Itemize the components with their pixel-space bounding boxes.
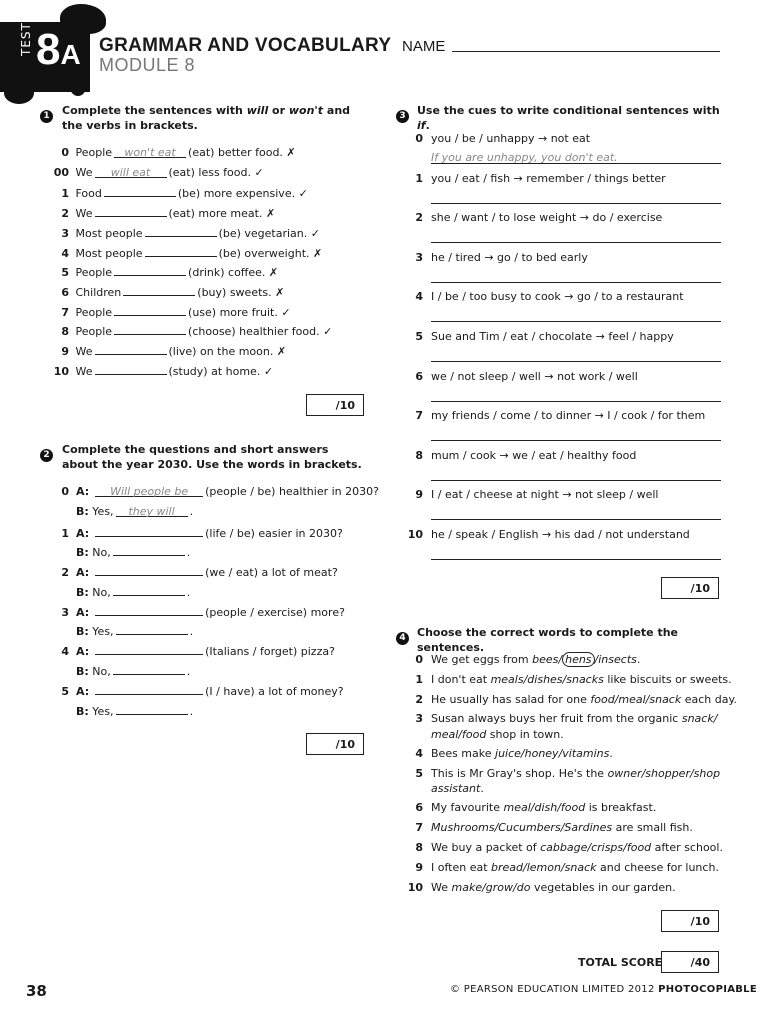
word-choices[interactable]: juice/honey/vitamins (495, 747, 610, 760)
item-number: 5 (61, 266, 69, 280)
sentence-part: Bees make (431, 747, 496, 760)
item-number: 6 (415, 369, 423, 383)
exercise-1-item (40, 185, 308, 201)
sentence-start: People (75, 146, 113, 159)
exercise-3-item (398, 488, 658, 502)
answer-line[interactable] (431, 548, 721, 560)
exercise-4-item (398, 821, 693, 835)
exercise-1-score-box[interactable]: /10 (306, 394, 364, 416)
short-answer-end: . (186, 664, 191, 678)
exercise-2-answer (76, 703, 193, 719)
exercise-3-item (398, 172, 666, 186)
item-number: 6 (415, 801, 423, 815)
exercise-2-question (40, 683, 344, 699)
item-number: 1 (415, 672, 423, 686)
item-number: 10 (53, 364, 69, 378)
answer-blank[interactable]: will eat (95, 166, 167, 178)
word-choices[interactable]: owner/shopper/shop (607, 766, 721, 780)
word-choices[interactable]: Mushrooms/Cucumbers/Sardines (431, 821, 613, 835)
exercise-1-item (40, 284, 284, 300)
sentence-text (431, 841, 723, 854)
sentence-start: We (75, 345, 93, 358)
exercise-1-item (40, 304, 291, 320)
cue-text: you / eat / fish → remember / things better (431, 171, 666, 185)
exercise-2-instruction: Complete the questions and short answers about the year 2030. Use the words in brackets. (62, 443, 362, 471)
exercise-3-item (398, 528, 690, 542)
item-number: 4 (61, 645, 69, 659)
word-choices[interactable]: meal/food (431, 727, 487, 741)
cue-text: he / tired → go / to bed early (431, 250, 588, 264)
speaker-a-label: A: (76, 485, 90, 498)
cue-text: I / eat / cheese at night → not sleep / well (431, 488, 659, 502)
sentence-part: and cheese for lunch. (596, 860, 719, 874)
sentence-text (431, 861, 719, 874)
cue-text: mum / cook → we / eat / healthy food (431, 448, 637, 462)
item-number: 3 (61, 605, 69, 619)
item-number: 1 (61, 187, 69, 201)
answer-line[interactable] (431, 231, 721, 243)
short-answer-start: Yes, (92, 504, 114, 518)
cue-text: you / be / unhappy → not eat (431, 132, 591, 145)
word-choices[interactable]: food/meal/snack (590, 692, 682, 706)
word-choices[interactable]: bread/lemon/snack (491, 860, 597, 874)
mark-icon: ✓ (310, 226, 320, 240)
sentence-part: like biscuits or sweets. (603, 672, 732, 686)
exercise-4-item (398, 767, 720, 781)
answer-line[interactable] (431, 310, 721, 322)
short-answer-blank[interactable] (113, 663, 185, 675)
sentence-start: People (75, 325, 113, 339)
exercise-1-item (40, 225, 320, 241)
exercise-4-instruction: Choose the correct words to complete the sentences. (417, 626, 679, 654)
exercise-4-item (398, 693, 737, 707)
short-answer-start: No, (92, 585, 111, 599)
word-choices[interactable]: cabbage/crisps/food (540, 841, 652, 854)
exercise-4-item (398, 673, 732, 687)
answer-blank[interactable] (95, 343, 167, 355)
exercise-3-item (398, 370, 638, 384)
exercise-1-item (40, 245, 322, 261)
question-blank[interactable] (95, 643, 203, 655)
sentence-part: We buy a packet of (431, 841, 541, 854)
speaker-a-label: A: (76, 645, 90, 659)
item-number: 1 (61, 526, 69, 540)
page-subtitle: MODULE 8 (99, 55, 196, 75)
mark-icon: ✗ (286, 146, 296, 159)
answer-blank[interactable] (145, 225, 217, 237)
exercise-1-item (40, 323, 332, 339)
exercise-2-question (40, 643, 335, 659)
sentence-text (431, 821, 693, 834)
test-label: TEST (19, 22, 33, 56)
sentence-start: We (75, 207, 93, 221)
answer-line[interactable] (431, 192, 721, 204)
sentence-part: We (431, 880, 452, 894)
exercise-1-item (40, 205, 275, 221)
item-number: 4 (415, 290, 423, 304)
item-number: 9 (415, 860, 423, 874)
sentence-part: . (480, 782, 484, 796)
exercise-1-item (40, 363, 273, 379)
exercise-2-question (40, 604, 345, 620)
mark-icon: ✓ (263, 364, 274, 378)
exercise-4-item (398, 747, 613, 761)
item-number: 6 (61, 285, 69, 299)
question-blank[interactable]: Will people be (95, 485, 203, 497)
sentence-end: (be) more expensive. (177, 187, 296, 201)
test-number: 8A (36, 25, 81, 74)
exercise-3-item (398, 132, 590, 146)
exercise-3-item (398, 290, 684, 304)
item-number: 2 (61, 207, 69, 221)
word-choices[interactable]: meals/dishes/snacks (490, 672, 604, 686)
answer-blank[interactable] (114, 264, 186, 276)
short-answer-blank[interactable]: they will (116, 505, 188, 517)
speaker-a-label: A: (76, 605, 90, 619)
sentence-end: (choose) healthier food. (188, 325, 320, 339)
item-number: 7 (415, 821, 423, 835)
question-blank[interactable] (95, 564, 203, 576)
sentence-text (431, 747, 613, 760)
mark-icon: ✓ (254, 165, 264, 179)
exercise-2-score-box[interactable]: /10 (306, 733, 364, 755)
sentence-start: Children (75, 285, 122, 299)
mark-icon: ✓ (298, 187, 308, 201)
mark-icon: ✓ (323, 325, 333, 339)
sentence-end: (drink) coffee. (188, 266, 266, 280)
sentence-text (431, 673, 732, 686)
page-title: GRAMMAR AND VOCABULARY (99, 35, 392, 56)
sentence-part: We get eggs from (431, 653, 533, 666)
answer-blank[interactable] (95, 205, 167, 217)
short-answer-start: No, (92, 664, 111, 678)
sentence-part: My favourite (431, 801, 504, 815)
sentence-text (431, 712, 717, 725)
ink-splash-decoration (4, 82, 34, 104)
sentence-part: are small fish. (612, 821, 693, 835)
cue-text: Sue and Tim / eat / chocolate → feel / happy (431, 330, 674, 343)
sentence-text (431, 881, 676, 894)
mark-icon: ✗ (268, 266, 279, 280)
cue-text: he / speak / English → his dad / not understand (431, 528, 690, 541)
word-choices[interactable]: meal/dish/food (503, 801, 586, 815)
short-answer-start: No, (92, 546, 111, 560)
mark-icon: ✓ (281, 305, 291, 319)
item-number: 0 (61, 146, 69, 159)
short-answer-blank[interactable] (116, 623, 188, 635)
sentence-part: each day. (681, 692, 737, 706)
sentence-start: We (75, 165, 93, 179)
cue-text: she / want / to lose weight → do / exercise (431, 211, 663, 225)
exercise-4-score-box[interactable]: /10 (661, 910, 719, 932)
item-number: 7 (61, 305, 69, 319)
mark-icon: ✗ (276, 345, 287, 358)
answer-blank[interactable] (95, 363, 167, 375)
sentence-part: . (636, 653, 641, 666)
circled-answer[interactable]: hens (562, 652, 594, 667)
sentence-end: (eat) more meat. (168, 207, 263, 221)
item-number: 5 (415, 330, 423, 343)
speaker-b-label: B: (76, 504, 89, 518)
item-number: 4 (415, 747, 423, 760)
sentence-part: vegetables in our garden. (530, 880, 676, 894)
speaker-b-label: B: (76, 704, 89, 718)
sentence-start: We (75, 364, 93, 378)
sentence-part: after school. (651, 841, 723, 854)
answer-line[interactable] (431, 152, 721, 164)
exercise-2-question (40, 564, 338, 580)
exercise-3-item (398, 449, 636, 463)
item-number: 7 (415, 409, 423, 423)
answer-line[interactable] (431, 469, 721, 481)
short-answer-end: . (186, 585, 191, 599)
speaker-b-label: B: (76, 546, 89, 560)
exercise-1-instruction: Complete the sentences with will or won't and the verbs in brackets. (62, 104, 351, 132)
short-answer-start: Yes, (92, 704, 114, 718)
sentence-start: Most people (75, 246, 143, 260)
short-answer-end: . (189, 504, 194, 518)
item-number: 5 (61, 685, 69, 698)
word-choices[interactable]: make/grow/do (451, 880, 531, 894)
item-number: 2 (415, 692, 423, 706)
exercise-4-item (398, 712, 717, 726)
answer-line[interactable] (431, 508, 721, 520)
exercise-3-item (398, 330, 674, 344)
sentence-part: I often eat (431, 860, 492, 874)
sentence-part: This is Mr Gray's shop. He's the (431, 766, 608, 780)
sentence-text (431, 767, 720, 780)
sentence-part: shop in town. (486, 727, 564, 741)
question-cue: (Italians / forget) pizza? (205, 645, 335, 659)
sentence-end: (live) on the moon. (168, 345, 274, 358)
sentence-text (431, 801, 656, 814)
ink-splash-decoration (70, 78, 86, 96)
question-cue: (people / be) healthier in 2030? (205, 485, 379, 498)
item-number: 3 (415, 712, 423, 726)
short-answer-blank[interactable] (116, 703, 188, 715)
item-number: 8 (415, 448, 423, 462)
sentence-start: Most people (75, 226, 143, 240)
short-answer-start: Yes, (92, 625, 114, 639)
question-cue: (I / have) a lot of money? (205, 685, 344, 698)
total-score-label: TOTAL SCORE (578, 956, 663, 969)
exercise-3-number-icon: 3 (396, 103, 409, 123)
item-number: 3 (415, 250, 423, 264)
item-number: 1 (415, 171, 423, 185)
item-number: 4 (61, 246, 69, 260)
exercise-4-item (398, 861, 719, 875)
exercise-2-answer (76, 544, 190, 560)
cue-text: we / not sleep / well → not work / well (431, 369, 638, 383)
word-choices[interactable]: /insects (594, 653, 637, 666)
exercise-3-item (398, 409, 705, 423)
copyright-notice: © PEARSON EDUCATION LIMITED 2012 PHOTOCOPIABLE (450, 984, 757, 995)
item-number: 00 (53, 165, 69, 179)
item-number: 9 (61, 345, 69, 358)
answer-blank[interactable] (145, 245, 217, 257)
exercise-3-item (398, 211, 662, 225)
mark-icon: ✗ (313, 246, 323, 260)
question-cue: (life / be) easier in 2030? (205, 526, 343, 540)
sentence-end: (be) vegetarian. (218, 226, 308, 240)
sentence-part: I don't eat (431, 672, 491, 686)
answer-blank[interactable] (114, 323, 186, 335)
answer-line[interactable] (431, 429, 721, 441)
question-cue: (people / exercise) more? (205, 605, 345, 619)
exercise-4-item (398, 653, 640, 667)
item-number: 2 (415, 211, 423, 225)
sentence-part: . (609, 747, 613, 760)
answer-text: If you are unhappy, you don't eat. (431, 151, 618, 164)
page-number: 38 (26, 982, 47, 1000)
exercise-4-number-icon: 4 (396, 625, 409, 645)
sentence-end: (buy) sweets. (197, 285, 272, 299)
exercise-4-item-continued (431, 728, 564, 742)
answer-blank[interactable]: won't eat (114, 146, 186, 158)
cue-text: my friends / come / to dinner → I / cook / for them (431, 409, 706, 423)
mark-icon: ✗ (275, 285, 285, 299)
short-answer-blank[interactable] (113, 544, 185, 556)
short-answer-end: . (186, 546, 191, 560)
sentence-start: Food (75, 187, 102, 201)
exercise-4-item (398, 841, 723, 855)
exercise-2-answer (76, 623, 193, 639)
speaker-b-label: B: (76, 585, 89, 599)
item-number: 9 (415, 488, 423, 502)
answer-line[interactable] (431, 271, 721, 283)
exercise-1-item (40, 264, 278, 280)
name-field[interactable] (452, 51, 720, 52)
exercise-2-answer (76, 663, 190, 679)
short-answer-blank[interactable] (113, 584, 185, 596)
word-choices[interactable]: assistant (431, 782, 481, 796)
sentence-part: He usually has salad for one (431, 692, 591, 706)
speaker-b-label: B: (76, 625, 89, 639)
item-number: 5 (415, 766, 423, 780)
exercise-2-answer (76, 584, 190, 600)
sentence-start: People (75, 266, 113, 280)
sentence-part: is breakfast. (585, 801, 657, 815)
sentence-end: (eat) better food. (188, 146, 283, 159)
item-number: 0 (415, 132, 423, 145)
question-blank[interactable] (95, 604, 203, 616)
word-choices[interactable]: bees/ (532, 653, 563, 666)
answer-blank[interactable] (123, 284, 195, 296)
answer-blank[interactable] (104, 185, 176, 197)
sentence-text (431, 693, 737, 706)
exercise-2-answer (76, 505, 193, 519)
exercise-4-item (398, 881, 676, 895)
question-cue: (we / eat) a lot of meat? (205, 566, 338, 580)
item-number: 8 (415, 841, 423, 854)
sentence-end: (be) overweight. (218, 246, 310, 260)
question-blank[interactable] (95, 683, 203, 695)
exercise-2-question (40, 525, 343, 541)
item-number: 10 (407, 528, 423, 541)
item-number: 0 (61, 485, 69, 498)
speaker-a-label: A: (76, 566, 90, 580)
exercise-2-question (40, 485, 379, 499)
question-blank[interactable] (95, 525, 203, 537)
sentence-end: (study) at home. (168, 364, 261, 378)
exercise-4-item (398, 801, 656, 815)
speaker-a-label: A: (76, 526, 90, 540)
short-answer-end: . (189, 625, 194, 639)
exercise-2-number-icon: 2 (40, 442, 53, 462)
exercise-1-number-icon: 1 (40, 103, 53, 123)
item-number: 10 (407, 880, 423, 894)
item-number: 8 (61, 325, 69, 339)
name-label: NAME (402, 38, 446, 55)
exercise-1-item (40, 343, 286, 359)
mark-icon: ✗ (265, 207, 276, 221)
answer-line[interactable] (431, 350, 721, 362)
speaker-a-label: A: (76, 685, 90, 698)
exercise-3-score-box[interactable]: /10 (661, 577, 719, 599)
item-number: 0 (415, 653, 423, 666)
answer-blank[interactable] (114, 304, 186, 316)
sentence-start: People (75, 305, 113, 319)
item-number: 2 (61, 566, 69, 580)
word-choices[interactable]: snack/ (681, 712, 718, 726)
item-number: 3 (61, 226, 69, 240)
total-score-box[interactable]: /40 (661, 951, 719, 973)
speaker-b-label: B: (76, 664, 89, 678)
short-answer-end: . (189, 704, 194, 718)
sentence-text (431, 653, 640, 666)
exercise-4-item-continued (431, 782, 484, 796)
sentence-end: (use) more fruit. (188, 305, 278, 319)
exercise-3-instruction: Use the cues to write conditional sentences with if. (417, 104, 720, 132)
exercise-1-item (40, 166, 264, 180)
sentence-end: (eat) less food. (168, 165, 251, 179)
exercise-1-item (40, 146, 296, 160)
exercise-3-item (398, 251, 588, 265)
sentence-part: Susan always buys her fruit from the organic (431, 712, 682, 726)
cue-text: I / be / too busy to cook → go / to a restaurant (431, 290, 684, 304)
answer-line[interactable] (431, 390, 721, 402)
